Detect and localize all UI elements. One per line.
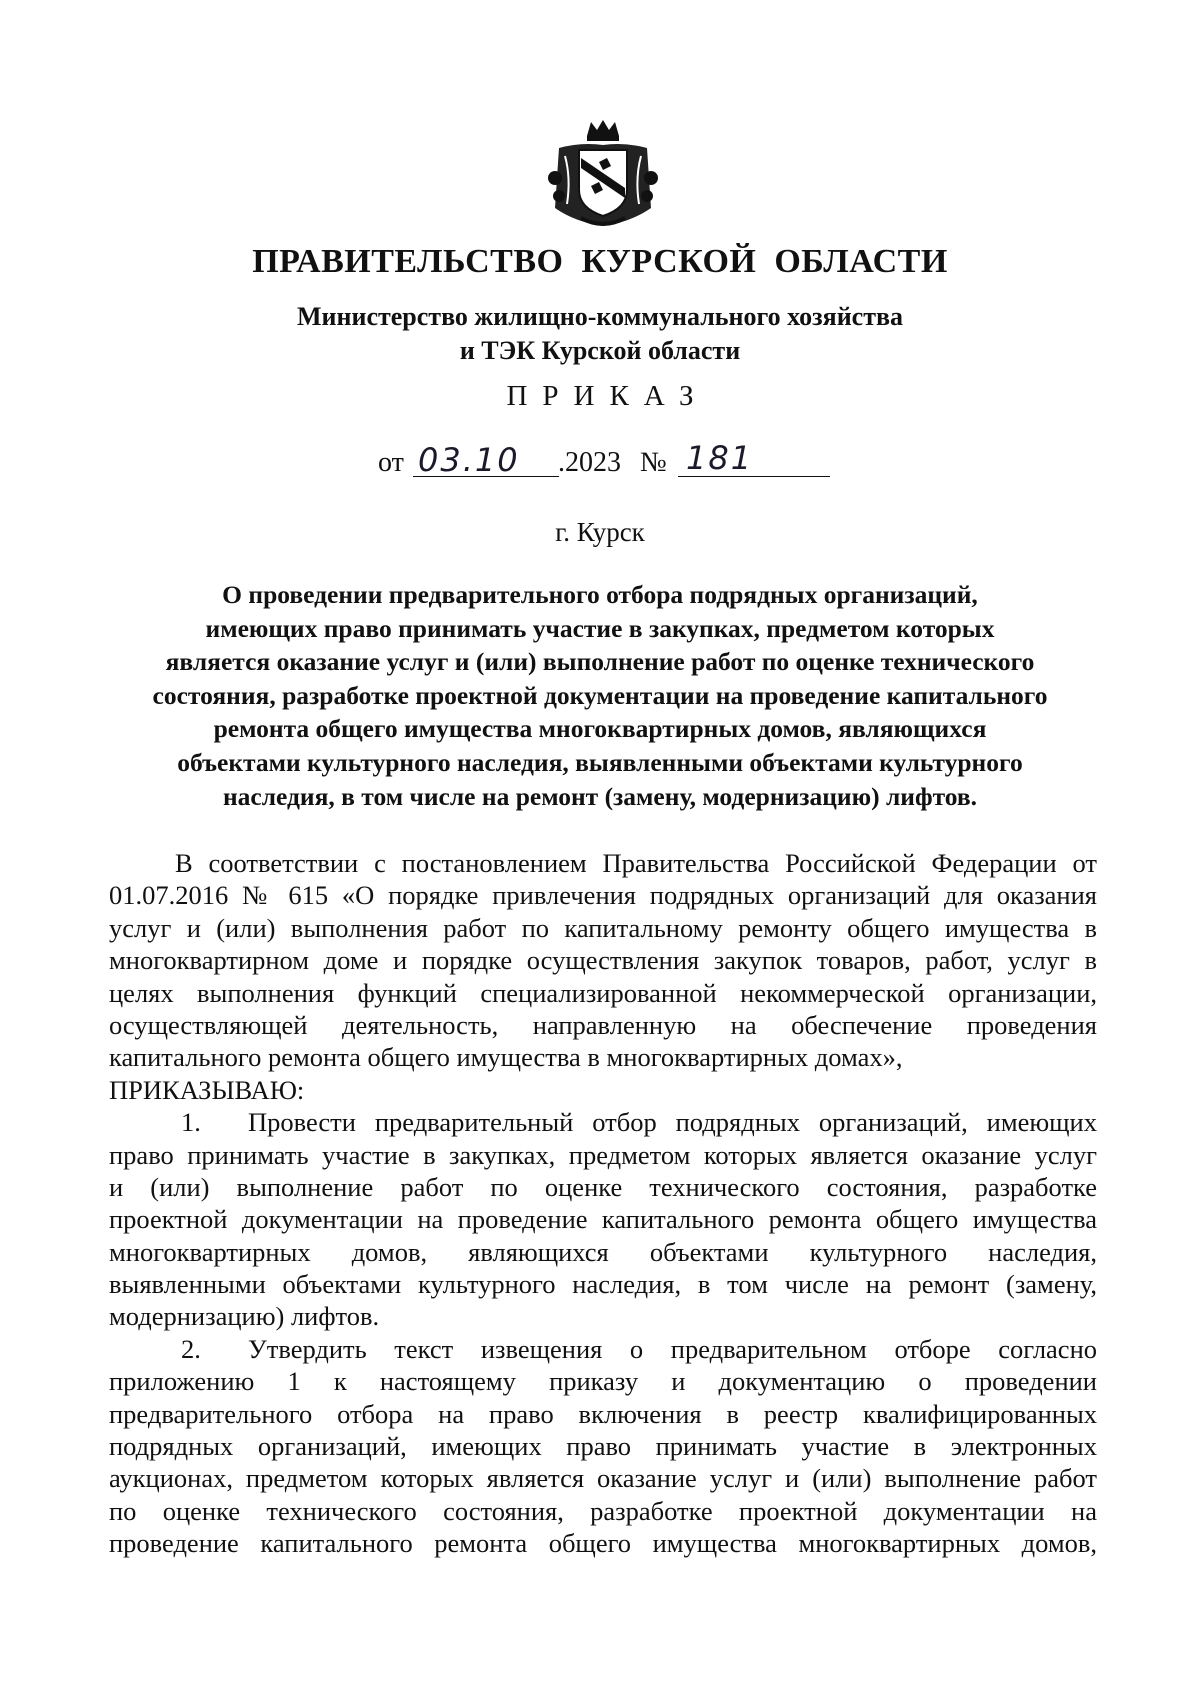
item-2-first-text: Утвердить текст извещения о предварительном отборе согласно [248,1333,1097,1364]
date-year: .2023 [558,447,621,478]
document-type: ПРИКАЗ [506,380,709,412]
heading-line: ремонта общего имущества многоквартирных домов, являющихся [213,714,987,744]
item-2-line: предварительного отбора на право включения в реестр квалифицированных [109,1398,1097,1429]
item-1-line: право принимать участие в закупках, предметом которых является оказание услуг [109,1139,1097,1170]
ministry-name [0,300,1200,368]
heading-line: объектами культурного наследия, выявленными объектами культурного [177,747,1023,777]
item-1-first-text: Провести предварительный отбор подрядных организаций, имеющих [248,1107,1097,1138]
heading-line: является оказание услуг и (или) выполнение работ по оценке технического [165,647,1035,677]
city: г. Курск [555,517,645,547]
item-2-line: проведение капитального ремонта общего имущества многоквартирных домов, [109,1528,1097,1559]
preamble-line: услуг и (или) выполнения работ по капитальному ремонту общего имущества в [109,912,1097,943]
ministry-line-2: и ТЭК Курской области [459,336,741,365]
number-sign: № [640,447,667,478]
item-1-first-line [109,1106,1097,1138]
order-word: ПРИКАЗЫВАЮ: [109,1074,305,1105]
item-1-number: 1. [181,1107,201,1138]
heading-line: имеющих право принимать участие в закупках, предметом которых [205,613,995,643]
item-1-last-line: модернизацию) лифтов. [109,1301,380,1332]
item-2-line: приложению 1 к настоящему приказу и документацию о проведении [109,1366,1097,1397]
item-2-first-line [109,1333,1097,1365]
item-2-line: аукционах, предметом которых является оказание услуг и (или) выполнение работ [109,1463,1097,1494]
preamble-line: 01.07.2016 № 615 «О порядке привлечения подрядных организаций для оказания [109,880,1097,911]
government-title: ПРАВИТЕЛЬСТВО КУРСКОЙ ОБЛАСТИ [252,243,948,280]
preamble-line: В соответствии с постановлением Правительства Российской Федерации от [175,848,1097,878]
item-2-line: подрядных организаций, имеющих право принимать участие в электронных [109,1431,1097,1462]
item-1-line: многоквартирных домов, являющихся объектами культурного наследия, [109,1236,1097,1267]
item-2-line: по оценке технического состояния, разработке проектной документации на [109,1495,1097,1526]
heading-line: наследия, в том числе на ремонт (замену, модернизацию) лифтов. [222,781,978,811]
order-heading [110,578,1090,813]
kursk-coat-of-arms-icon [541,118,666,230]
item-2-number: 2. [181,1333,201,1364]
preamble-line: капитального ремонта общего имущества в многоквартирных домах», [109,1042,903,1073]
item-1-line: и (или) выполнение работ по оценке технического состояния, разработке [109,1171,1097,1202]
order-date-number [378,439,858,483]
order-body [109,847,1097,1560]
date-prefix: от [378,447,404,478]
item-1-line: выявленными объектами культурного наследия, в том числе на ремонт (замену, [109,1269,1097,1300]
ministry-line-1: Министерство жилищно-коммунального хозяйства [296,302,904,331]
heading-line: О проведении предварительного отбора подрядных организаций, [222,580,978,609]
heading-line: состояния, разработке проектной документации на проведение капитального [152,680,1048,710]
preamble-line: многоквартирном доме и порядке осуществления закупок товаров, работ, услуг в [109,945,1097,976]
item-1-line: проектной документации на проведение капитального ремонта общего имущества [109,1204,1097,1235]
preamble-line: целях выполнения функций специализированной некоммерческой организации, [109,977,1097,1008]
preamble-line: осуществляющей деятельность, направленную на обеспечение проведения [109,1009,1097,1040]
handwritten-number: 181 [686,439,754,477]
handwritten-date: 03.10 [418,441,520,479]
